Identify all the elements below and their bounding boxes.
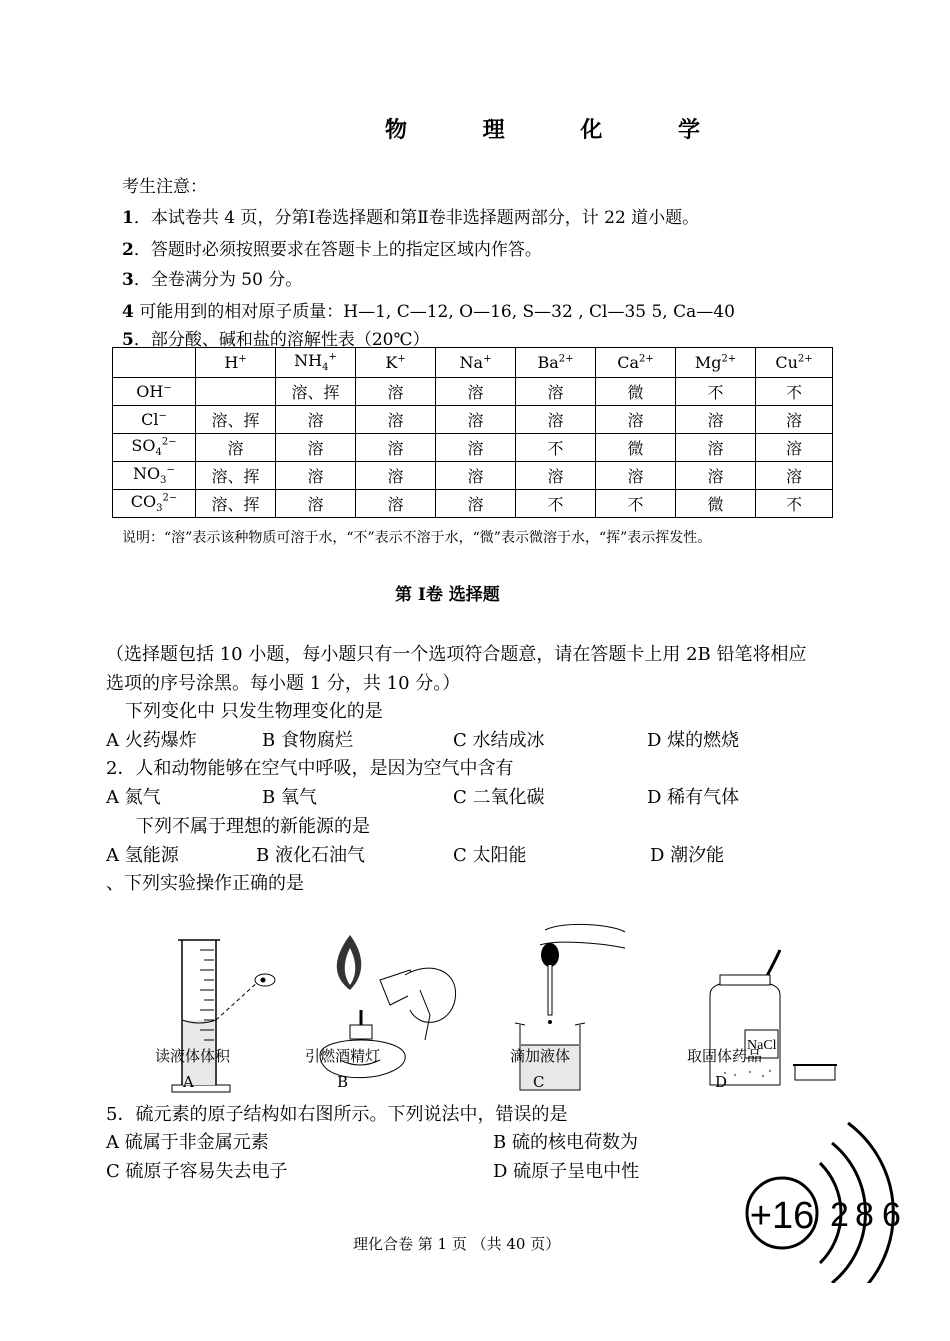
figure-letter-c: C	[533, 1073, 545, 1091]
table-cell: 溶	[196, 434, 276, 462]
table-cell: 溶	[756, 462, 833, 490]
figure-letter-d: D	[715, 1073, 728, 1091]
table-cell: 溶	[276, 434, 356, 462]
option-c: C 太阳能	[453, 845, 527, 866]
notice-num: 2	[122, 240, 134, 260]
option-b: B 食物腐烂	[262, 730, 353, 751]
table-row	[113, 378, 833, 406]
sulfur-atom-diagram	[740, 1108, 920, 1283]
table-cell: 溶	[356, 378, 436, 406]
nucleus-charge: +16	[749, 1195, 815, 1237]
instructions-line-1: （选择题包括 10 小题，每小题只有一个选项符合题意，请在答题卡上用 2B 铅笔将相应	[106, 644, 807, 665]
table-row	[113, 406, 833, 434]
table-cell: 溶	[596, 406, 676, 434]
table-cell: 溶	[676, 406, 756, 434]
notice-text: ．答题时必须按照要求在答题卡上的指定区域内作答。	[133, 240, 542, 260]
option-b: B 硫的核电荷数为	[493, 1132, 638, 1153]
table-header-cell: $Ba^{2+}$	[516, 348, 596, 378]
table-cell: 溶	[356, 406, 436, 434]
question-stem: 、下列实验操作正确的是	[106, 873, 304, 894]
question-stem: 下列变化中 只发生物理变化的是	[125, 701, 383, 722]
figure-caption-b: 引燃酒精灯	[305, 1047, 381, 1065]
table-cell: 溶	[516, 378, 596, 406]
table-cell: 溶、挥	[276, 378, 356, 406]
notice-item-3	[122, 265, 302, 290]
table-cell: 溶	[516, 406, 596, 434]
table-header-cell: K+	[356, 348, 436, 378]
notice-num: 1	[122, 208, 134, 228]
option-c: C 水结成冰	[453, 730, 545, 751]
table-anion-cell: Cl−	[113, 406, 196, 434]
option-a: A 氮气	[106, 787, 161, 808]
table-row	[113, 434, 833, 462]
shell-2-electrons: 8	[855, 1196, 874, 1234]
notice-item-4	[122, 297, 735, 322]
table-header-cell: $Cu^{2+}$	[756, 348, 833, 378]
table-cell: 溶	[436, 490, 516, 518]
option-a: A 火药爆炸	[106, 730, 197, 751]
notice-heading: 考生注意：	[122, 177, 207, 197]
option-c: C 二氧化碳	[453, 787, 545, 808]
option-d: D 潮汐能	[650, 845, 725, 866]
notice-num: 5	[122, 330, 134, 350]
table-cell: 溶	[276, 490, 356, 518]
notice-text: ．全卷满分为 50 分。	[133, 270, 303, 290]
table-cell: 不	[596, 490, 676, 518]
notice-item-2	[122, 235, 542, 260]
table-cell: 微	[596, 378, 676, 406]
option-b: B 液化石油气	[256, 845, 365, 866]
notice-num: 3	[122, 270, 134, 290]
table-cell: 溶	[436, 378, 516, 406]
table-note: 说明：“溶”表示该种物质可溶于水，“不”表示不溶于水，“微”表示微溶于水，“挥”表示挥发性。	[122, 530, 712, 546]
table-row	[113, 462, 833, 490]
table-cell: 溶	[356, 434, 436, 462]
option-b: B 氧气	[262, 787, 317, 808]
figure-letter-a: A	[183, 1073, 194, 1091]
notice-text: 可能用到的相对原子质量：H—1, C—12, O—16, S—32 , Cl—35 5, Ca—40	[133, 302, 735, 322]
figure-letter-b: B	[337, 1073, 349, 1091]
notice-item-1	[122, 203, 699, 228]
table-row	[113, 490, 833, 518]
table-anion-cell: $CO_3^{2-}$	[113, 490, 196, 518]
question-stem: 下列不属于理想的新能源的是	[136, 816, 370, 837]
table-cell: 不	[756, 378, 833, 406]
table-cell: 溶	[436, 406, 516, 434]
table-cell: 溶	[756, 406, 833, 434]
table-cell: 溶	[276, 406, 356, 434]
notice-text: ．本试卷共 4 页，分第Ⅰ卷选择题和第Ⅱ卷非选择题两部分，计 22 道小题。	[133, 208, 700, 228]
option-d: D 煤的燃烧	[647, 730, 740, 751]
notice-num: 4	[122, 302, 134, 322]
table-anion-cell: OH−	[113, 378, 196, 406]
table-cell: 溶	[356, 490, 436, 518]
figure-caption-d: 取固体药品	[687, 1047, 763, 1065]
option-d: D 硫原子呈电中性	[493, 1161, 640, 1182]
table-anion-cell: $SO_4^{2-}$	[113, 434, 196, 462]
table-cell: 溶	[756, 434, 833, 462]
option-c: C 硫原子容易失去电子	[106, 1161, 288, 1182]
table-cell: 溶	[676, 462, 756, 490]
graduated-cylinder-figure	[160, 930, 290, 1095]
page-footer: 理化合卷 第 1 页 （共 40 页）	[353, 1235, 561, 1253]
table-cell: 溶	[676, 434, 756, 462]
figure-caption-c: 滴加液体	[510, 1047, 571, 1065]
shell-3-electrons: 6	[882, 1196, 901, 1234]
table-cell: 不	[676, 378, 756, 406]
table-header-cell: $Mg^{2+}$	[676, 348, 756, 378]
alcohol-lamp-figure	[310, 930, 470, 1095]
table-cell: 不	[516, 434, 596, 462]
table-cell: 溶	[436, 462, 516, 490]
option-a: A 氢能源	[106, 845, 179, 866]
table-header-cell: $NH_4^+$	[276, 348, 356, 378]
instructions-line-2: 选项的序号涂黑。每小题 1 分，共 10 分。）	[106, 673, 461, 694]
table-cell: 微	[596, 434, 676, 462]
section-title: 第 Ⅰ卷 选择题	[395, 585, 500, 605]
solubility-table	[112, 347, 833, 518]
table-corner	[113, 348, 196, 378]
option-d: D 稀有气体	[647, 787, 740, 808]
table-cell: 微	[676, 490, 756, 518]
table-cell: 溶	[516, 462, 596, 490]
dropper-figure	[505, 920, 635, 1095]
table-cell: 溶	[276, 462, 356, 490]
figure-caption-a: 读液体体积	[155, 1047, 231, 1065]
table-header-cell: H+	[196, 348, 276, 378]
table-cell: 溶、挥	[196, 490, 276, 518]
table-cell: 不	[756, 490, 833, 518]
notice-text: ．部分酸、碱和盐的溶解性表（20℃）	[133, 330, 430, 350]
option-a: A 硫属于非金属元素	[106, 1132, 269, 1153]
question-stem: 5．硫元素的原子结构如右图所示。下列说法中，错误的是	[106, 1104, 568, 1125]
table-cell: 不	[516, 490, 596, 518]
page-title: 物 理 化 学	[385, 117, 734, 143]
table-header-row	[113, 348, 833, 378]
table-anion-cell: $NO_3^-$	[113, 462, 196, 490]
table-cell: 溶	[436, 434, 516, 462]
table-header-cell: Na+	[436, 348, 516, 378]
shell-1-electrons: 2	[830, 1196, 849, 1234]
table-header-cell: $Ca^{2+}$	[596, 348, 676, 378]
nacl-label: NaCl	[747, 1038, 777, 1053]
table-cell: 溶、挥	[196, 406, 276, 434]
table-cell: 溶、挥	[196, 462, 276, 490]
table-cell: 溶	[596, 462, 676, 490]
table-cell	[196, 378, 276, 406]
table-cell: 溶	[356, 462, 436, 490]
question-stem: 2．人和动物能够在空气中呼吸，是因为空气中含有	[106, 758, 514, 779]
